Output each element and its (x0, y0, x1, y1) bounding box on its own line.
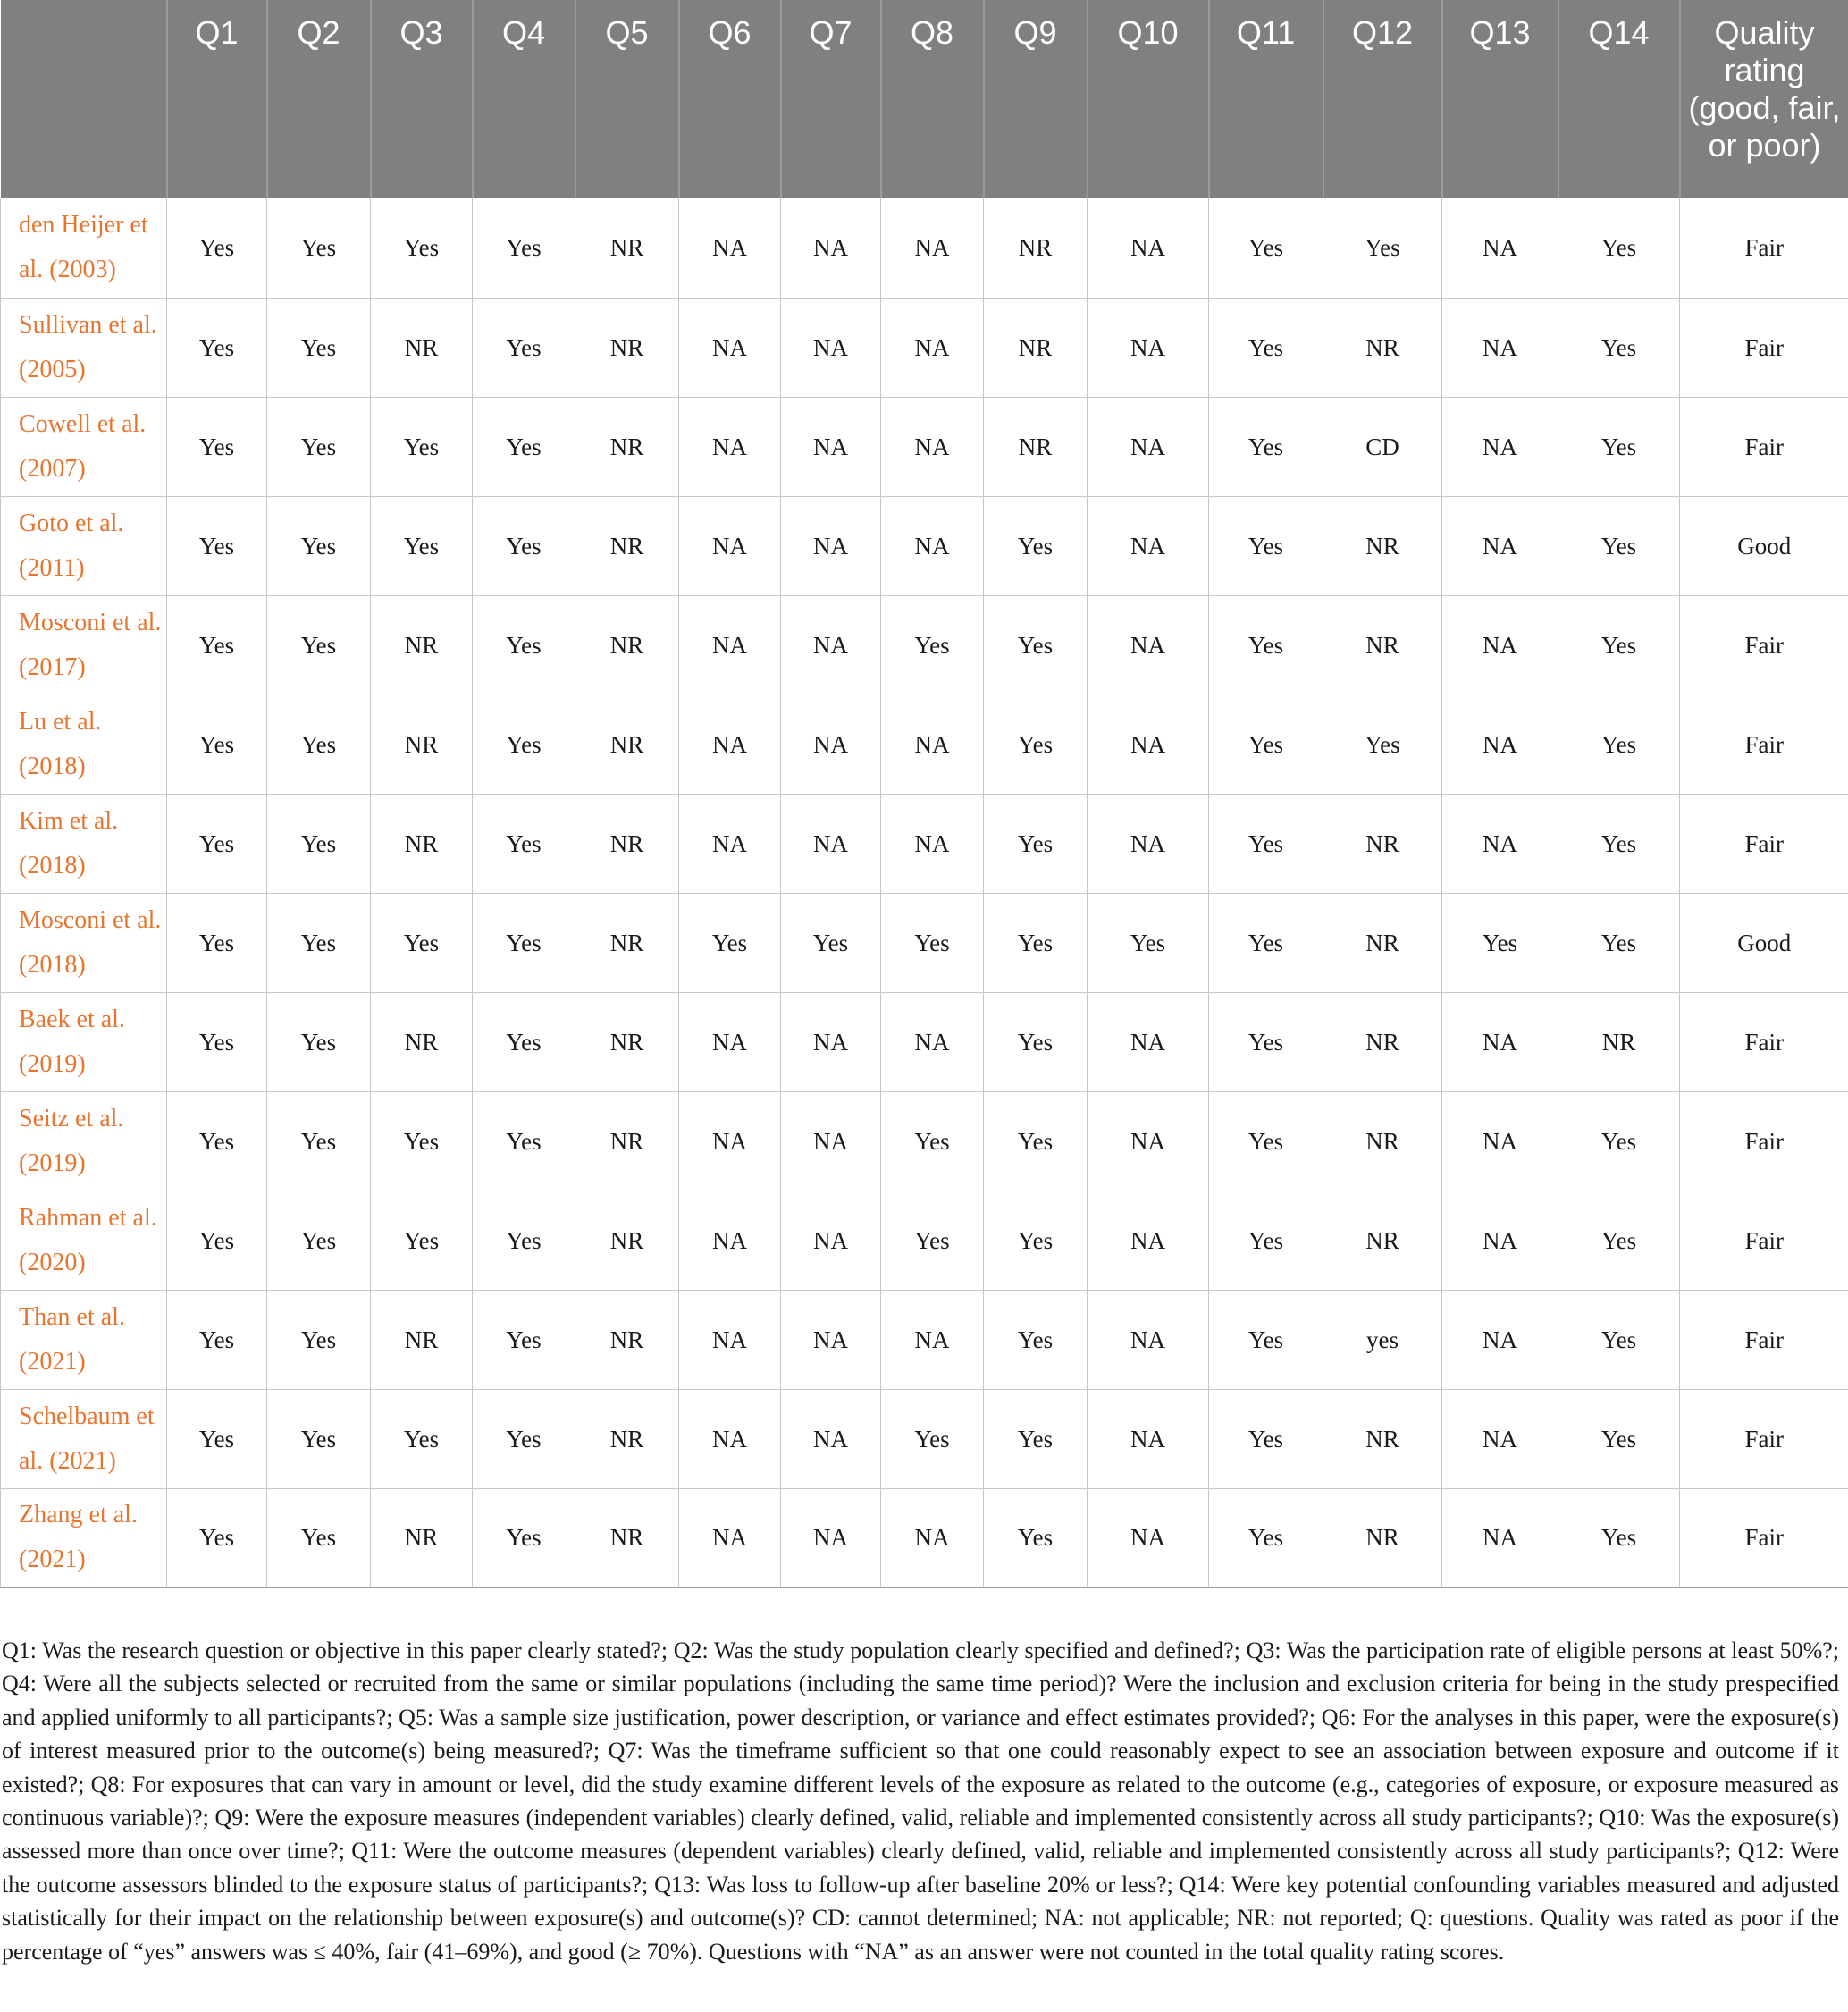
answer-q3: NR (371, 298, 473, 397)
answer-q13: NA (1442, 496, 1558, 595)
answer-q13: Yes (1442, 893, 1558, 992)
quality-rating: Fair (1680, 595, 1848, 695)
answer-q4: Yes (473, 1389, 575, 1488)
header-row (1, 0, 1848, 198)
answer-q1: Yes (167, 794, 267, 893)
answer-q12: NR (1323, 1191, 1442, 1290)
answer-q13: NA (1442, 1389, 1558, 1488)
header-q6: Q6 (679, 0, 781, 198)
answer-q9: Yes (984, 1091, 1088, 1191)
answer-q9: Yes (984, 794, 1088, 893)
header-q14: Q14 (1558, 0, 1680, 198)
answer-q7: NA (781, 496, 881, 595)
answer-q10: NA (1088, 298, 1209, 397)
answer-q13: NA (1442, 298, 1558, 397)
answer-q9: Yes (984, 1290, 1088, 1389)
study-name: Lu et al. (2018) (1, 695, 167, 794)
answer-q8: Yes (881, 1091, 984, 1191)
table-body (1, 198, 1848, 1587)
answer-q9: Yes (984, 1191, 1088, 1290)
quality-rating: Fair (1680, 992, 1848, 1091)
answer-q2: Yes (267, 496, 371, 595)
table-row (1, 496, 1848, 595)
answer-q2: Yes (267, 1389, 371, 1488)
answer-q7: NA (781, 992, 881, 1091)
answer-q3: Yes (371, 496, 473, 595)
answer-q14: Yes (1558, 397, 1680, 496)
answer-q5: NR (575, 992, 679, 1091)
table-row (1, 198, 1848, 298)
quality-rating: Fair (1680, 298, 1848, 397)
table-row (1, 397, 1848, 496)
answer-q2: Yes (267, 198, 371, 298)
answer-q9: NR (984, 397, 1088, 496)
answer-q8: Yes (881, 1191, 984, 1290)
table-row (1, 1091, 1848, 1191)
answer-q3: Yes (371, 397, 473, 496)
table-row (1, 298, 1848, 397)
answer-q2: Yes (267, 1488, 371, 1587)
table-row (1, 893, 1848, 992)
quality-rating: Fair (1680, 397, 1848, 496)
quality-rating: Fair (1680, 1290, 1848, 1389)
table-row (1, 1488, 1848, 1587)
answer-q14: Yes (1558, 1191, 1680, 1290)
answer-q4: Yes (473, 1091, 575, 1191)
answer-q2: Yes (267, 1290, 371, 1389)
answer-q14: Yes (1558, 1488, 1680, 1587)
answer-q3: Yes (371, 1191, 473, 1290)
answer-q13: NA (1442, 1091, 1558, 1191)
answer-q10: NA (1088, 496, 1209, 595)
answer-q8: Yes (881, 1389, 984, 1488)
answer-q6: NA (679, 397, 781, 496)
study-name: Zhang et al. (2021) (1, 1488, 167, 1587)
answer-q6: NA (679, 1191, 781, 1290)
quality-rating: Fair (1680, 1488, 1848, 1587)
answer-q8: Yes (881, 893, 984, 992)
answer-q1: Yes (167, 695, 267, 794)
answer-q13: NA (1442, 1290, 1558, 1389)
answer-q6: NA (679, 198, 781, 298)
answer-q5: NR (575, 1191, 679, 1290)
answer-q4: Yes (473, 496, 575, 595)
answer-q3: NR (371, 595, 473, 695)
table-footnote: Q1: Was the research question or objective in this paper clearly stated?; Q2: Was the study population clearly specified and defined?; Q3: Was the participation rate of eligible persons at least 50%?; Q4: Were all the subjects selected or recruited from the same or similar populations (including the same time period)? Were the inclusion and exclusion criteria for being in the study prespecified and applied uniformly to all participants?; Q5: Was a sample size justification, power description, or variance and effect estimates provided?; Q6: For the analyses in this paper, were the exposure(s) of interest measured prior to the outcome(s) being measured?; Q7: Was the timeframe sufficient so that one could reasonably expect to see an association between exposure and outcome if it existed?; Q8: For exposures that can vary in amount or level, did the study examine different levels of the exposure as related to the outcome (e.g., categories of exposure, or exposure measured as continuous variable)?; Q9: Were the exposure measures (independent variables) clearly defined, valid, reliable and implemented consistently across all study participants?; Q10: Was the exposure(s) assessed more than once over time?; Q11: Were the outcome measures (dependent variables) clearly defined, valid, reliable and implemented consistently across all study participants?; Q12: Were the outcome assessors blinded to the exposure status of participants?; Q13: Was loss to follow-up after baseline 20% or less?; Q14: Were key potential confounding variables measured and adjusted statistically for their impact on the relationship between exposure(s) and outcome(s)? CD: cannot determined; NA: not applicable; NR: not reported; Q: questions. Quality was rated as poor if the percentage of “yes” answers was ≤ 40%, fair (41–69%), and good (≥ 70%). Questions with “NA” as an answer were not counted in the total quality rating scores. (2, 1637, 1839, 1965)
answer-q6: NA (679, 1091, 781, 1191)
answer-q1: Yes (167, 1191, 267, 1290)
answer-q1: Yes (167, 397, 267, 496)
answer-q12: NR (1323, 496, 1442, 595)
answer-q2: Yes (267, 397, 371, 496)
answer-q3: Yes (371, 1389, 473, 1488)
answer-q8: Yes (881, 595, 984, 695)
answer-q5: NR (575, 695, 679, 794)
answer-q7: NA (781, 198, 881, 298)
answer-q12: Yes (1323, 695, 1442, 794)
answer-q1: Yes (167, 992, 267, 1091)
answer-q5: NR (575, 397, 679, 496)
answer-q6: Yes (679, 893, 781, 992)
answer-q11: Yes (1209, 1091, 1323, 1191)
study-name: Cowell et al. (2007) (1, 397, 167, 496)
answer-q14: Yes (1558, 1290, 1680, 1389)
answer-q10: NA (1088, 1389, 1209, 1488)
answer-q8: NA (881, 992, 984, 1091)
answer-q8: NA (881, 198, 984, 298)
answer-q6: NA (679, 794, 781, 893)
answer-q5: NR (575, 198, 679, 298)
answer-q13: NA (1442, 397, 1558, 496)
study-name: Goto et al. (2011) (1, 496, 167, 595)
answer-q12: yes (1323, 1290, 1442, 1389)
study-name: Kim et al. (2018) (1, 794, 167, 893)
answer-q7: NA (781, 1191, 881, 1290)
study-name: Sullivan et al. (2005) (1, 298, 167, 397)
table-row (1, 992, 1848, 1091)
answer-q6: NA (679, 298, 781, 397)
answer-q6: NA (679, 1389, 781, 1488)
answer-q2: Yes (267, 298, 371, 397)
answer-q11: Yes (1209, 1191, 1323, 1290)
answer-q3: NR (371, 1488, 473, 1587)
answer-q6: NA (679, 695, 781, 794)
answer-q12: NR (1323, 794, 1442, 893)
answer-q13: NA (1442, 595, 1558, 695)
study-name: Rahman et al. (2020) (1, 1191, 167, 1290)
header-q10: Q10 (1088, 0, 1209, 198)
study-name: Baek et al. (2019) (1, 992, 167, 1091)
answer-q11: Yes (1209, 1389, 1323, 1488)
quality-rating: Fair (1680, 198, 1848, 298)
answer-q4: Yes (473, 1488, 575, 1587)
answer-q8: NA (881, 1488, 984, 1587)
answer-q12: CD (1323, 397, 1442, 496)
study-name: Mosconi et al. (2018) (1, 893, 167, 992)
answer-q12: NR (1323, 1091, 1442, 1191)
answer-q14: Yes (1558, 496, 1680, 595)
answer-q3: NR (371, 695, 473, 794)
answer-q14: Yes (1558, 893, 1680, 992)
header-q2: Q2 (267, 0, 371, 198)
answer-q14: Yes (1558, 595, 1680, 695)
answer-q6: NA (679, 1290, 781, 1389)
header-q11: Q11 (1209, 0, 1323, 198)
answer-q5: NR (575, 496, 679, 595)
answer-q12: Yes (1323, 198, 1442, 298)
answer-q2: Yes (267, 1191, 371, 1290)
answer-q4: Yes (473, 397, 575, 496)
answer-q9: NR (984, 198, 1088, 298)
quality-rating: Good (1680, 893, 1848, 992)
answer-q1: Yes (167, 1389, 267, 1488)
answer-q14: Yes (1558, 298, 1680, 397)
header-q4: Q4 (473, 0, 575, 198)
answer-q13: NA (1442, 992, 1558, 1091)
answer-q14: Yes (1558, 1389, 1680, 1488)
table-header (1, 0, 1848, 198)
answer-q4: Yes (473, 1290, 575, 1389)
answer-q1: Yes (167, 595, 267, 695)
quality-rating: Good (1680, 496, 1848, 595)
header-q13: Q13 (1442, 0, 1558, 198)
answer-q7: NA (781, 397, 881, 496)
answer-q2: Yes (267, 1091, 371, 1191)
answer-q11: Yes (1209, 397, 1323, 496)
answer-q10: NA (1088, 794, 1209, 893)
answer-q10: Yes (1088, 893, 1209, 992)
answer-q3: Yes (371, 198, 473, 298)
answer-q13: NA (1442, 695, 1558, 794)
header-q12: Q12 (1323, 0, 1442, 198)
quality-rating: Fair (1680, 1191, 1848, 1290)
answer-q8: NA (881, 397, 984, 496)
answer-q11: Yes (1209, 893, 1323, 992)
answer-q14: Yes (1558, 794, 1680, 893)
answer-q5: NR (575, 794, 679, 893)
table-row (1, 695, 1848, 794)
answer-q11: Yes (1209, 298, 1323, 397)
answer-q11: Yes (1209, 1488, 1323, 1587)
answer-q2: Yes (267, 794, 371, 893)
answer-q7: Yes (781, 893, 881, 992)
answer-q11: Yes (1209, 198, 1323, 298)
answer-q3: NR (371, 992, 473, 1091)
answer-q2: Yes (267, 695, 371, 794)
answer-q10: NA (1088, 595, 1209, 695)
answer-q8: NA (881, 695, 984, 794)
answer-q9: Yes (984, 893, 1088, 992)
answer-q13: NA (1442, 1191, 1558, 1290)
answer-q8: NA (881, 794, 984, 893)
answer-q8: NA (881, 298, 984, 397)
answer-q9: NR (984, 298, 1088, 397)
answer-q7: NA (781, 595, 881, 695)
answer-q10: NA (1088, 695, 1209, 794)
answer-q11: Yes (1209, 496, 1323, 595)
quality-rating: Fair (1680, 1091, 1848, 1191)
answer-q13: NA (1442, 198, 1558, 298)
header-quality-rating: Quality rating (good, fair, or poor) (1680, 0, 1848, 198)
answer-q6: NA (679, 595, 781, 695)
answer-q5: NR (575, 1389, 679, 1488)
answer-q11: Yes (1209, 1290, 1323, 1389)
answer-q5: NR (575, 893, 679, 992)
answer-q12: NR (1323, 1488, 1442, 1587)
answer-q5: NR (575, 298, 679, 397)
quality-rating: Fair (1680, 695, 1848, 794)
answer-q4: Yes (473, 298, 575, 397)
answer-q10: NA (1088, 1488, 1209, 1587)
answer-q11: Yes (1209, 695, 1323, 794)
answer-q7: NA (781, 298, 881, 397)
answer-q9: Yes (984, 1488, 1088, 1587)
study-name: den Heijer et al. (2003) (1, 198, 167, 298)
answer-q6: NA (679, 496, 781, 595)
answer-q1: Yes (167, 893, 267, 992)
answer-q10: NA (1088, 1191, 1209, 1290)
answer-q10: NA (1088, 198, 1209, 298)
table-row (1, 595, 1848, 695)
answer-q2: Yes (267, 992, 371, 1091)
answer-q4: Yes (473, 198, 575, 298)
answer-q8: NA (881, 1290, 984, 1389)
answer-q3: Yes (371, 1091, 473, 1191)
answer-q7: NA (781, 1488, 881, 1587)
answer-q7: NA (781, 695, 881, 794)
answer-q4: Yes (473, 1191, 575, 1290)
quality-rating: Fair (1680, 1389, 1848, 1488)
table-row (1, 794, 1848, 893)
answer-q3: NR (371, 1290, 473, 1389)
answer-q7: NA (781, 1389, 881, 1488)
header-q3: Q3 (371, 0, 473, 198)
header-q8: Q8 (881, 0, 984, 198)
answer-q4: Yes (473, 595, 575, 695)
answer-q4: Yes (473, 893, 575, 992)
table-row (1, 1191, 1848, 1290)
answer-q6: NA (679, 992, 781, 1091)
header-q7: Q7 (781, 0, 881, 198)
answer-q12: NR (1323, 298, 1442, 397)
table-row (1, 1290, 1848, 1389)
study-name: Mosconi et al. (2017) (1, 595, 167, 695)
header-q5: Q5 (575, 0, 679, 198)
answer-q12: NR (1323, 992, 1442, 1091)
answer-q2: Yes (267, 595, 371, 695)
answer-q1: Yes (167, 298, 267, 397)
header-study (1, 0, 167, 198)
answer-q12: NR (1323, 595, 1442, 695)
answer-q9: Yes (984, 992, 1088, 1091)
answer-q14: Yes (1558, 1091, 1680, 1191)
answer-q14: Yes (1558, 198, 1680, 298)
answer-q3: NR (371, 794, 473, 893)
answer-q1: Yes (167, 1091, 267, 1191)
answer-q14: Yes (1558, 695, 1680, 794)
answer-q9: Yes (984, 595, 1088, 695)
answer-q9: Yes (984, 496, 1088, 595)
answer-q10: NA (1088, 992, 1209, 1091)
answer-q11: Yes (1209, 794, 1323, 893)
answer-q1: Yes (167, 1488, 267, 1587)
answer-q7: NA (781, 794, 881, 893)
answer-q5: NR (575, 1091, 679, 1191)
answer-q7: NA (781, 1091, 881, 1191)
answer-q5: NR (575, 595, 679, 695)
answer-q1: Yes (167, 1290, 267, 1389)
answer-q12: NR (1323, 1389, 1442, 1488)
answer-q8: NA (881, 496, 984, 595)
answer-q4: Yes (473, 992, 575, 1091)
header-q1: Q1 (167, 0, 267, 198)
answer-q6: NA (679, 1488, 781, 1587)
answer-q1: Yes (167, 198, 267, 298)
study-name: Schelbaum et al. (2021) (1, 1389, 167, 1488)
answer-q2: Yes (267, 893, 371, 992)
answer-q1: Yes (167, 496, 267, 595)
answer-q10: NA (1088, 1290, 1209, 1389)
study-name: Than et al. (2021) (1, 1290, 167, 1389)
answer-q13: NA (1442, 794, 1558, 893)
answer-q13: NA (1442, 1488, 1558, 1587)
answer-q4: Yes (473, 794, 575, 893)
answer-q14: NR (1558, 992, 1680, 1091)
answer-q5: NR (575, 1290, 679, 1389)
answer-q3: Yes (371, 893, 473, 992)
quality-rating: Fair (1680, 794, 1848, 893)
answer-q9: Yes (984, 695, 1088, 794)
answer-q11: Yes (1209, 992, 1323, 1091)
answer-q10: NA (1088, 397, 1209, 496)
answer-q7: NA (781, 1290, 881, 1389)
answer-q9: Yes (984, 1389, 1088, 1488)
study-name: Seitz et al. (2019) (1, 1091, 167, 1191)
answer-q4: Yes (473, 695, 575, 794)
answer-q11: Yes (1209, 595, 1323, 695)
answer-q5: NR (575, 1488, 679, 1587)
header-q9: Q9 (984, 0, 1088, 198)
answer-q10: NA (1088, 1091, 1209, 1191)
table-row (1, 1389, 1848, 1488)
answer-q12: NR (1323, 893, 1442, 992)
